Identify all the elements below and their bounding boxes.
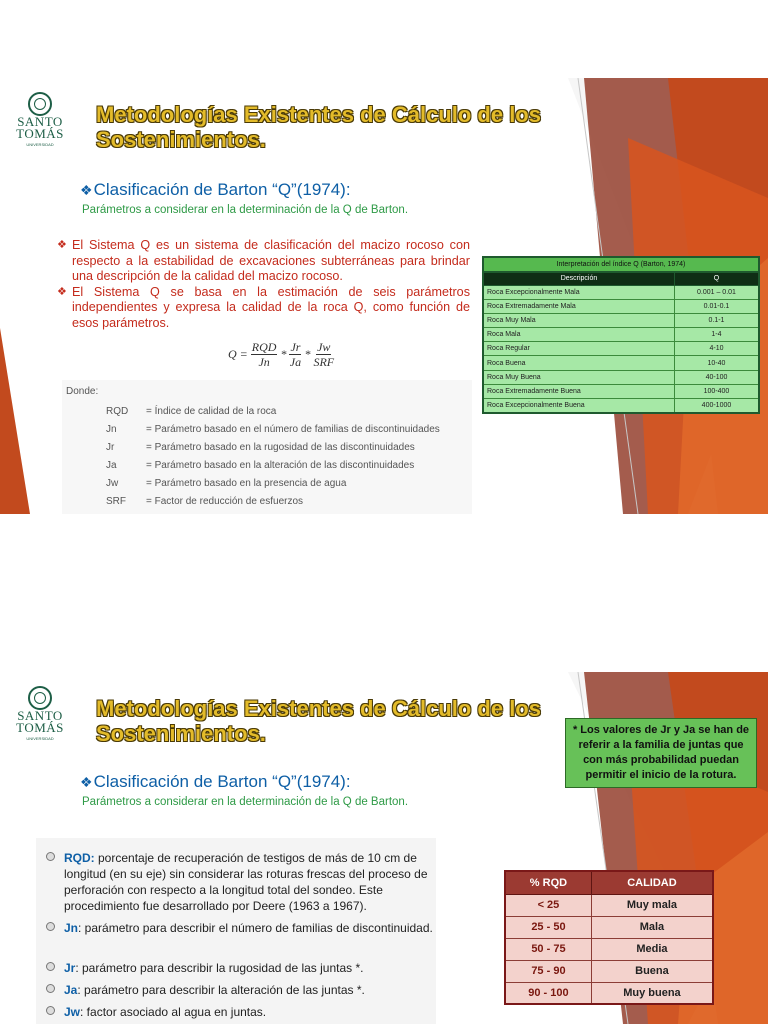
parameter-text: : factor asociado al agua en juntas. [80, 1005, 267, 1019]
title-line-2: Sostenimientos. [96, 721, 266, 746]
diamond-bullet-icon: ❖ [57, 285, 67, 298]
title-line-2: Sostenimientos. [96, 127, 266, 152]
definition-value: = Índice de calidad de la roca [146, 406, 277, 417]
definition-row [106, 460, 414, 471]
round-bullet-icon [46, 922, 55, 931]
bullet-text: El Sistema Q es un sistema de clasificación del macizo rocoso con respecto a la estabilidad de excavaciones subterráneas para brindar una descripción de la calidad del macizo rocoso. [72, 238, 470, 283]
definition-value: = Parámetro basado en el número de familias de discontinuidades [146, 424, 440, 435]
logo-word-1: SANTO [17, 114, 63, 129]
section-heading [80, 772, 351, 792]
slide-2 [0, 672, 768, 1024]
table-row [483, 313, 759, 327]
denominator: Ja [289, 355, 302, 369]
denominator: SRF [313, 355, 335, 369]
table-row [505, 982, 713, 1004]
subheading: Parámetros a considerar en la determinación de la Q de Barton. [82, 796, 409, 808]
definitions-panel [62, 380, 472, 514]
denominator: Jn [258, 355, 270, 369]
table-row [483, 356, 759, 370]
parameter-text: porcentaje de recuperación de testigos de más de 10 cm de longitud (en su eje) sin considerar las roturas frescas del proceso de perforación con respecto a la longitud total del sondeo. Este procedimiento fue desarrollado por Deere (1963 a 1967). [64, 851, 428, 913]
table-cell: 10-40 [674, 356, 759, 370]
table-caption: Interpretación del índice Q (Barton, 1974) [482, 256, 760, 271]
parameter-key: Jw [64, 1005, 81, 1019]
parameter-text: : parámetro para describir la alteración de las juntas *. [77, 983, 365, 997]
seal-icon [28, 686, 52, 710]
round-bullet-icon [46, 984, 55, 993]
logo-word-1: SANTO [17, 708, 63, 723]
left-accent-shape [0, 328, 30, 514]
numerator: Jr [290, 340, 301, 354]
table-row [483, 399, 759, 413]
slide-title [96, 696, 541, 746]
diamond-bullet-icon: ❖ [57, 239, 67, 251]
table-row [505, 938, 713, 960]
column-header: % RQD [505, 871, 591, 894]
logo-subtitle: UNIVERSIDAD [26, 142, 54, 147]
column-header: Descripción [483, 272, 674, 285]
title-line-1: Metodologías Existentes de Cálculo de los [96, 696, 541, 721]
slide-title [96, 102, 541, 152]
heading-text: Clasificación de Barton “Q”(1974): [93, 180, 351, 199]
table-row [483, 328, 759, 342]
table-cell: 100-400 [674, 384, 759, 398]
table-cell: Buena [591, 960, 713, 982]
round-bullet-icon [46, 852, 55, 861]
parameter-item [36, 850, 436, 914]
definition-key: Jr [106, 442, 115, 453]
numerator: RQD [251, 340, 277, 354]
table-cell: 75 - 90 [505, 960, 591, 982]
table-cell: Roca Buena [483, 356, 674, 370]
rqd-quality-table [504, 870, 714, 1005]
q-interpretation-table [482, 256, 760, 414]
table-row [483, 370, 759, 384]
table-cell: 40-100 [674, 370, 759, 384]
fraction [251, 340, 278, 369]
table-cell: Roca Muy Mala [483, 313, 674, 327]
table-cell: Roca Excepcionalmente Mala [483, 285, 674, 299]
table-row [483, 384, 759, 398]
definition-value: = Parámetro basado en la rugosidad de las discontinuidades [146, 442, 415, 453]
table-cell: 4-10 [674, 342, 759, 356]
definition-value: = Parámetro basado en la presencia de agua [146, 478, 347, 489]
heading-text: Clasificación de Barton “Q”(1974): [93, 772, 351, 791]
numerator: Jw [317, 340, 331, 354]
slide-1 [0, 78, 768, 514]
table-cell: 0.1-1 [674, 313, 759, 327]
definition-row [106, 406, 276, 417]
title-line-1: Metodologías Existentes de Cálculo de los [96, 102, 541, 127]
table-cell: Roca Extremadamente Mala [483, 299, 674, 313]
parameter-item [36, 920, 436, 936]
parameter-text: : parámetro para describir el número de familias de discontinuidad. [78, 921, 433, 935]
definition-key: Jn [106, 424, 117, 435]
formula-lhs: Q = [228, 347, 248, 361]
table-cell: 0.01-0.1 [674, 299, 759, 313]
definition-row [106, 424, 440, 435]
bullet-list [58, 238, 470, 331]
definition-key: SRF [106, 496, 126, 507]
definition-value: = Factor de reducción de esfuerzos [146, 496, 304, 507]
logo-word-2: TOMÁS [16, 126, 64, 141]
table-cell: Media [591, 938, 713, 960]
table-cell: 0.001 – 0.01 [674, 285, 759, 299]
diamond-bullet-icon: ❖ [80, 774, 93, 790]
column-header: CALIDAD [591, 871, 713, 894]
bullet-text: El Sistema Q se basa en la estimación de seis parámetros independientes y expresa la calidad de la roca Q, como función de esos parámetros. [72, 284, 470, 330]
definition-row [106, 478, 346, 489]
definition-key: Ja [106, 460, 117, 471]
table-cell: 1-4 [674, 328, 759, 342]
parameter-key: Ja [64, 983, 78, 997]
table-cell: Roca Extremadamente Buena [483, 384, 674, 398]
seal-icon [28, 92, 52, 116]
university-logo [10, 92, 70, 147]
table-cell: Roca Mala [483, 328, 674, 342]
q-formula [228, 340, 337, 369]
parameter-item [36, 960, 436, 976]
table-header-row [483, 272, 759, 285]
parameter-key: RQD: [64, 851, 95, 865]
definition-key: Jw [106, 478, 119, 489]
table-cell: Roca Muy Buena [483, 370, 674, 384]
section-heading [80, 180, 351, 200]
definition-value: = Parámetro basado en la alteración de las discontinuidades [146, 460, 415, 471]
parameter-key: Jr [64, 961, 76, 975]
diamond-bullet-icon: ❖ [80, 182, 93, 198]
bullet-item [58, 285, 470, 332]
parameter-descriptions [36, 838, 436, 1024]
round-bullet-icon [46, 962, 55, 971]
table-cell: Roca Excepcionalmente Buena [483, 399, 674, 413]
table-header-row [505, 871, 713, 894]
bullet-item [58, 238, 470, 285]
table-cell: 90 - 100 [505, 982, 591, 1004]
table-cell: Mala [591, 916, 713, 938]
table-cell: Roca Regular [483, 342, 674, 356]
round-bullet-icon [46, 1006, 55, 1015]
table-cell: < 25 [505, 894, 591, 916]
table-row [483, 299, 759, 313]
note-box: * Los valores de Jr y Ja se han de referir a la familia de juntas que con más probabilidad puedan permitir el inicio de la rotura. [565, 718, 757, 788]
donde-label: Donde: [66, 386, 99, 397]
fraction [313, 340, 334, 369]
table-row [505, 960, 713, 982]
table-cell: Muy buena [591, 982, 713, 1004]
definition-key: RQD [106, 406, 129, 417]
parameter-key: Jn [64, 921, 79, 935]
university-logo [10, 686, 70, 741]
logo-word-2: TOMÁS [16, 720, 64, 735]
table-cell: 400-1000 [674, 399, 759, 413]
logo-subtitle: UNIVERSIDAD [26, 736, 54, 741]
definition-row [106, 496, 303, 507]
table-row [483, 285, 759, 299]
table-cell: 50 - 75 [505, 938, 591, 960]
fraction [289, 340, 301, 369]
parameter-item [36, 1004, 436, 1020]
table-cell: Muy mala [591, 894, 713, 916]
operator: * [280, 347, 287, 361]
parameter-text: : parámetro para describir la rugosidad de las juntas *. [75, 961, 364, 975]
table-row [505, 916, 713, 938]
parameter-item [36, 982, 436, 998]
table-row [483, 342, 759, 356]
subheading: Parámetros a considerar en la determinación de la Q de Barton. [82, 204, 409, 216]
definition-row [106, 442, 415, 453]
operator: * [304, 347, 311, 361]
table-cell: 25 - 50 [505, 916, 591, 938]
table-row [505, 894, 713, 916]
column-header: Q [674, 272, 759, 285]
